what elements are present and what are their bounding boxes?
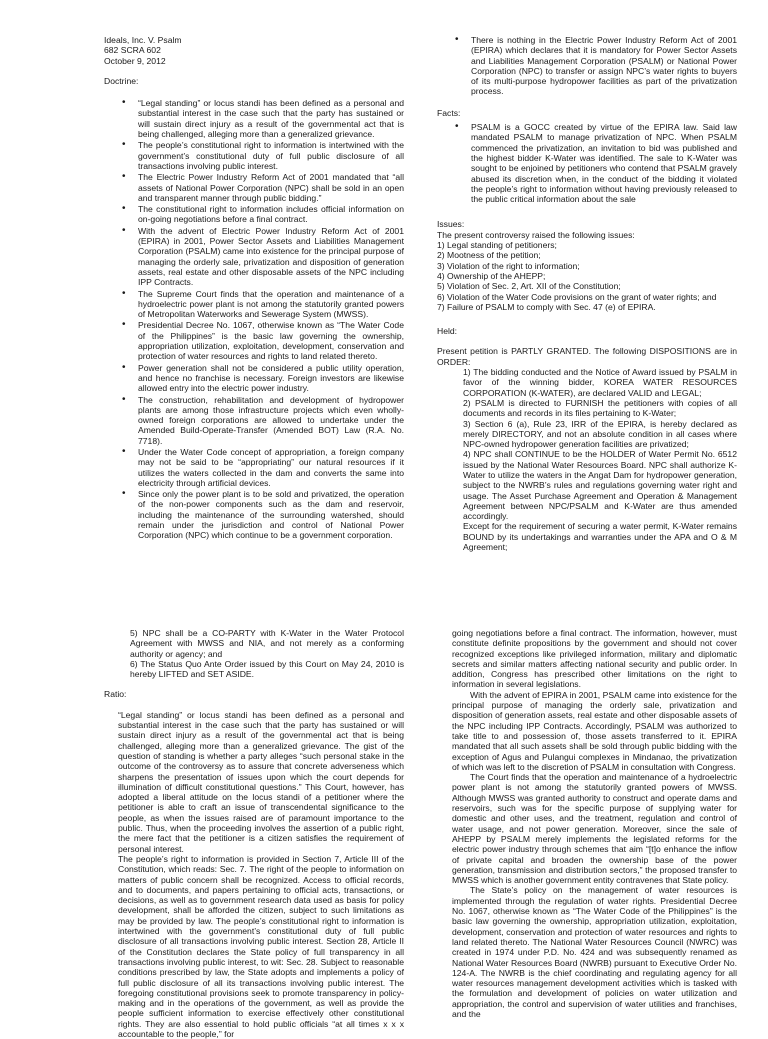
held-item: 6) The Status Quo Ante Order issued by this Court on May 24, 2010 is hereby LIFTED and SET ASIDE. <box>130 658 404 680</box>
page1-left-column <box>104 35 404 542</box>
ratio-paragraph: The Court finds that the operation and maintenance of a hydroelectric power plant is not among the statutorily granted powers of MWSS. Although MWSS was granted authority to construct and operate dams and reservoirs, such was for the specific purpose of supplying water for domestic and other uses, and the treatment, regulation and control of water usage, and not power generation. Moreover, since the sale of AHEPP by PSALM merely implements the legislated reforms for the electric power industry through schemes that aim “[t]o enhance the inflow of private capital and broaden the ownership base of the power generation, transmission and distribution sectors,” the proposed transfer to MWSS which is another government entity contravenes that State policy. <box>452 772 737 886</box>
issue-item: 1) Legal standing of petitioners; <box>437 240 557 251</box>
issue-item: 2) Mootness of the petition; <box>437 250 541 261</box>
held-item: 3) Section 6 (a), Rule 23, IRR of the EPIRA, is hereby declared as merely DIRECTORY, and not an absolute condition in all cases where NPC-owned hydropower generation facilities are privatized; <box>463 418 737 450</box>
ratio-paragraph: The people’s right to information is provided in Section 7, Article III of the Constitution, which reads: Sec. 7. The right of the people to information on matters of public concern shall be recognized. Access to official records, and to documents, and papers pertaining to official acts, transactions, or decisions, as well as to government research data used as basis for policy development, shall be afforded the citizen, subject to such limitations as may be provided by law. The people’s constitutional right to information is intertwined with the government’s constitutional duty of full public disclosure of all transactions involving public interest. Section 28, Article II of the Constitution declares the State policy of full transparency in all transactions involving public interest, to wit: Sec. 28. Subject to reasonable conditions prescribed by law, the State adopts and implements a policy of full public disclosure of all its transactions involving public interest. The foregoing constitutional provisions seek to promote transparency in policy-making and in the operations of the government, as well as provide the people sufficient information to exercise effectively other constitutional rights. They are also essential to hold public officials “at all times x x x accountable to the people,” for <box>118 853 404 1039</box>
held-heading: Held: <box>437 326 458 337</box>
doctrine-item: • “Legal standing” or locus standi has been defined as a personal and substantial interest in the case such that the party has sustained or will sustain direct injury as a result of the governmental act that is being challenged, alleging more than a generalized grievance. <box>118 98 404 139</box>
held-item: 5) NPC shall be a CO-PARTY with K-Water in the Water Protocol Agreement with MWSS and NIA, and not merely as a conforming authority or agency; and <box>130 628 404 659</box>
issue-item: 3) Violation of the right to information; <box>437 260 580 271</box>
issue-item: 7) Failure of PSALM to comply with Sec. 47 (e) of EPIRA. <box>437 301 656 312</box>
doctrine-list-cont <box>451 35 737 97</box>
doctrine-item: • Presidential Decree No. 1067, otherwise known as “The Water Code of the Philippines” is the basic law governing the ownership, appropriation utilization, exploitation, development, conservation and protection of water resources and rights to land related thereto. <box>118 320 404 361</box>
doctrine-heading: Doctrine: <box>104 75 139 86</box>
ratio-paragraph: The State’s policy on the management of water resources is implemented through the regulation of water rights. Presidential Decree No. 1067, otherwise known as “The Water Code of the Philippines” is the basic law governing the ownership, appropriation utilization, exploitation, development, conservation and protection of water resources and rights to land related thereto. The National Water Resources Council (NWRC) was created in 1974 under P.D. No. 424 and was subsequently renamed as National Water Resources Board (NWRB) pursuant to Executive Order No. 124-A. The NWRB is the chief coordinating and regulating agency for all water resources management development activities which is tasked with the formulation and development of policies on water utilization and appropriation, the control and supervision of water utilities and franchises, and the <box>452 885 737 1019</box>
issues-intro: The present controversy raised the following issues: <box>437 229 635 240</box>
doctrine-item: • The Electric Power Industry Reform Act of 2001 mandated that “all assets of National Power Corporation (NPC) shall be sold in an open and transparent manner through public bidding.” <box>118 172 404 203</box>
doctrine-item: • With the advent of Electric Power Industry Reform Act of 2001 (EPIRA) in 2001, Power Sector Assets and Liabilities Management Corporation (PSALM) came into existence for the principal purpose of managing the orderly sale, privatization and disposition of generation assets, real estate and other disposable assets of the NPC including IPP Contracts. <box>118 226 404 288</box>
doctrine-item: • There is nothing in the Electric Power Industry Reform Act of 2001 (EPIRA) which declares that it is mandatory for Power Sector Assets and Liabilities Management Corporation (PSALM) or National Power Corporation (NPC) to transfer or assign NPC’s water rights to buyers of its multi-purpose hydropower facilities as part of the privatization process. <box>451 35 737 97</box>
doctrine-item: • The people’s constitutional right to information is intertwined with the government’s constitutional duty of full public disclosure of all transactions involving public interest. <box>118 140 404 171</box>
ratio-heading: Ratio: <box>104 689 127 700</box>
case-citation: 682 SCRA 602 <box>104 45 161 56</box>
issue-item: 6) Violation of the Water Code provisions on the grant of water rights; and <box>437 291 717 302</box>
held-intro: Present petition is PARTLY GRANTED. The following DISPOSITIONS are in ORDER: <box>437 346 737 367</box>
doctrine-item: • Power generation shall not be considered a public utility operation, and hence no franchise is necessary. Foreign investors are likewise allowed entry into the electric power industry. <box>118 363 404 394</box>
facts-heading: Facts: <box>437 107 461 118</box>
issue-item: 5) Violation of Sec. 2, Art. XII of the Constitution; <box>437 281 621 292</box>
issue-item: 4) Ownership of the AHEPP; <box>437 270 546 281</box>
page1-right-column <box>437 35 737 552</box>
doctrine-item: • The constitutional right to information includes official information on on-going negotiations before a final contract. <box>118 204 404 225</box>
held-item: 2) PSALM is directed to FURNISH the petitioners with copies of all documents and records in its files pertaining to K-Water; <box>463 397 737 419</box>
doctrine-list <box>118 98 404 540</box>
doctrine-item: • Since only the power plant is to be sold and privatized, the operation of the non-power components such as the dam and reservoir, including the maintenance of the surrounding watershed, should remain under the jurisdiction and control of National Power Corporation (NPC) which continue to be a government corporation. <box>118 489 404 540</box>
doctrine-item: • Under the Water Code concept of appropriation, a foreign company may not be said to be “appropriating” our natural resources if it utilizes the waters collected in the dam and converts the same into electricity through artificial devices. <box>118 447 404 488</box>
ratio-paragraph: “Legal standing” or locus standi has been defined as a personal and substantial interest in the case such that the party has sustained or will sustain direct injury as a result of the governmental act that is being challenged, alleging more than a generalized grievance. The gist of the question of standing is whether a party alleges “such personal stake in the outcome of the controversy as to assure that concrete adverseness which sharpens the presentation of issues upon which the court depends for illumination of difficult constitutional questions.” This Court, however, has adopted a liberal attitude on the locus standi of a petitioner where the petitioner is able to craft an issue of transcendental significance to the people, as when the issues raised are of paramount importance to the public. Thus, when the proceeding involves the assertion of a public right, the mere fact that the petitioner is a citizen satisfies the requirement of personal interest. <box>118 709 404 854</box>
case-title: Ideals, Inc. V. Psalm <box>104 35 182 45</box>
page2-right-column <box>452 628 737 1019</box>
facts-item: • PSALM is a GOCC created by virtue of the EPIRA law. Said law mandated PSALM to manage privatization of NPC. When PSALM commenced the privatization, an invitation to bid was published and the highest bidder K-Water was identified. The sale to K-Water was sought to be enjoined by petitioners who contend that PSALM gravely abused its discretion when, in the conduct of the bidding it violated the people’s right to information without having previously released to the public critical information about the sale <box>451 122 737 204</box>
held-item: 1) The bidding conducted and the Notice of Award issued by PSALM in favor of the winning bidder, KOREA WATER RESOURCES CORPORATION (K-WATER), are declared VALID and LEGAL; <box>463 367 737 398</box>
case-date: October 9, 2012 <box>104 55 166 66</box>
ratio-paragraph: With the advent of EPIRA in 2001, PSALM came into existence for the principal purpose of managing the orderly sale, privatization and disposition of generation assets, real estate and other disposable assets of the NPC including IPP Contracts. Accordingly, PSALM was authorized to take title to and possession of, those assets transferred to it. EPIRA mandated that all such assets shall be sold through public bidding with the exception of Agus and Pulangui complexes in Mindanao, the privatization of which was left to the discretion of PSALM in consultation with Congress. <box>452 689 737 772</box>
doctrine-item: • The Supreme Court finds that the operation and maintenance of a hydroelectric power plant is not among the statutorily granted powers of Metropolitan Waterworks and Sewerage System (MWSS). <box>118 289 404 320</box>
doctrine-item: • The construction, rehabilitation and development of hydropower plants are among those infrastructure projects which even wholly-owned foreign corporations are allowed to undertake under the Amended Build-Operate-Transfer (Amended BOT) Law (R.A. No. 7718). <box>118 395 404 446</box>
issues-heading: Issues: <box>437 219 465 230</box>
facts-list <box>451 122 737 204</box>
held-item: Except for the requirement of securing a water permit, K-Water remains BOUND by its undertakings and warranties under the APA and O & M Agreement; <box>463 521 737 553</box>
ratio-paragraph: going negotiations before a final contract. The information, however, must constitute definite propositions by the government and should not cover recognized exceptions like privileged information, military and diplomatic secrets and similar matters affecting national security and public order. In addition, Congress has prescribed other limitations on the right to information in several legislations. <box>452 628 737 690</box>
held-item: 4) NPC shall CONTINUE to be the HOLDER of Water Permit No. 6512 issued by the National Water Resources Board. NPC shall authorize K-Water to utilize the waters in the Angat Dam for hydropower generation, subject to the NWRB’s rules and regulations governing water right and usage. The Asset Purchase Agreement and Operation & Management Agreement between NPC/PSALM and K-Water are thus amended accordingly. <box>463 449 737 522</box>
page2-left-column <box>104 628 404 1039</box>
